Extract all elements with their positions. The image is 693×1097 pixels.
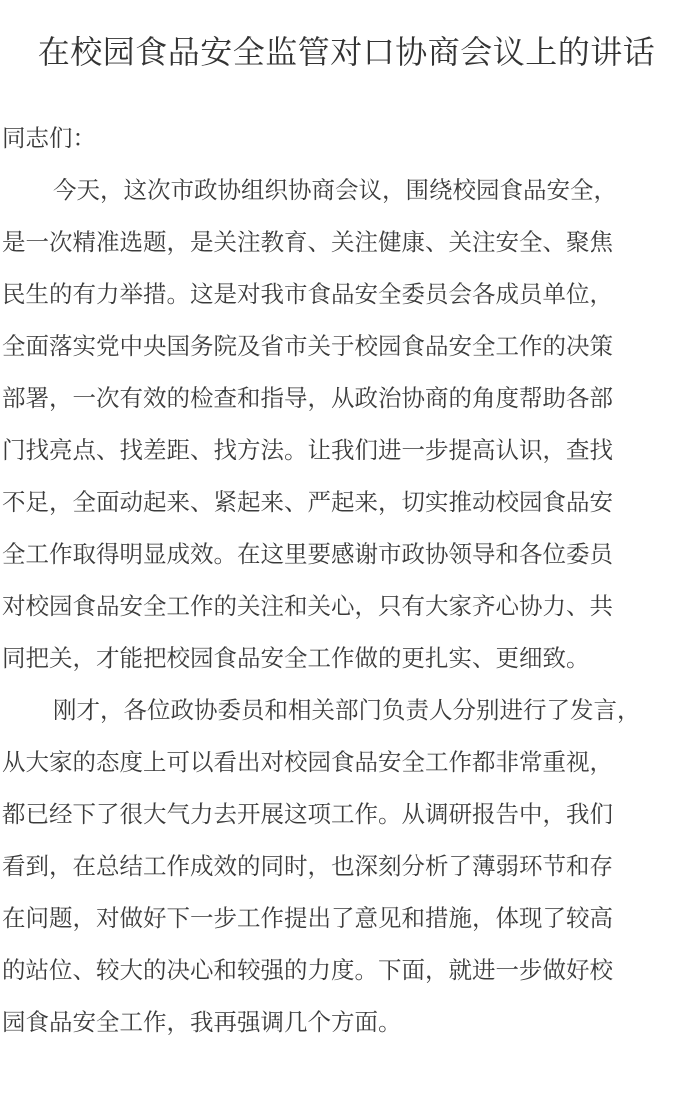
- paragraph-line: 同把关，才能把校园食品安全工作做的更扎实、更细致。: [2, 644, 590, 672]
- paragraph-line: 民生的有力举措。这是对我市食品安全委员会各成员单位，: [2, 280, 613, 308]
- paragraph-line: 的站位、较大的决心和较强的力度。下面，就进一步做好校: [2, 956, 613, 984]
- paragraph-line: 门找亮点、找差距、找方法。让我们进一步提高认识，查找: [2, 436, 613, 464]
- paragraph-line: 看到，在总结工作成效的同时，也深刻分析了薄弱环节和存: [2, 852, 613, 880]
- paragraph-line: 今天，这次市政协组织协商会议，围绕校园食品安全，: [53, 176, 617, 204]
- paragraph-line: 在问题，对做好下一步工作提出了意见和措施，体现了较高: [2, 904, 613, 932]
- paragraph-1: [2, 164, 692, 684]
- paragraph-line: 不足，全面动起来、紧起来、严起来，切实推动校园食品安: [2, 488, 613, 516]
- paragraph-line: 全工作取得明显成效。在这里要感谢市政协领导和各位委员: [2, 540, 613, 568]
- paragraph-2: [2, 684, 692, 1048]
- paragraph-line: 是一次精准选题，是关注教育、关注健康、关注安全、聚焦: [2, 228, 613, 256]
- document-title: 在校园食品安全监管对口协商会议上的讲话: [37, 33, 656, 71]
- document-body: [2, 112, 692, 1048]
- paragraph-line: 都已经下了很大气力去开展这项工作。从调研报告中，我们: [2, 800, 613, 828]
- paragraph-line: 对校园食品安全工作的关注和关心，只有大家齐心协力、共: [2, 592, 613, 620]
- paragraph-line: 刚才，各位政协委员和相关部门负责人分别进行了发言，: [53, 696, 641, 724]
- paragraph-line: 全面落实党中央国务院及省市关于校园食品安全工作的决策: [2, 332, 613, 360]
- paragraph-line: 从大家的态度上可以看出对校园食品安全工作都非常重视，: [2, 748, 613, 776]
- paragraph-line: 园食品安全工作，我再强调几个方面。: [2, 1008, 402, 1036]
- salutation: 同志们：: [2, 124, 96, 152]
- paragraph-line: 部署，一次有效的检查和指导，从政治协商的角度帮助各部: [2, 384, 613, 412]
